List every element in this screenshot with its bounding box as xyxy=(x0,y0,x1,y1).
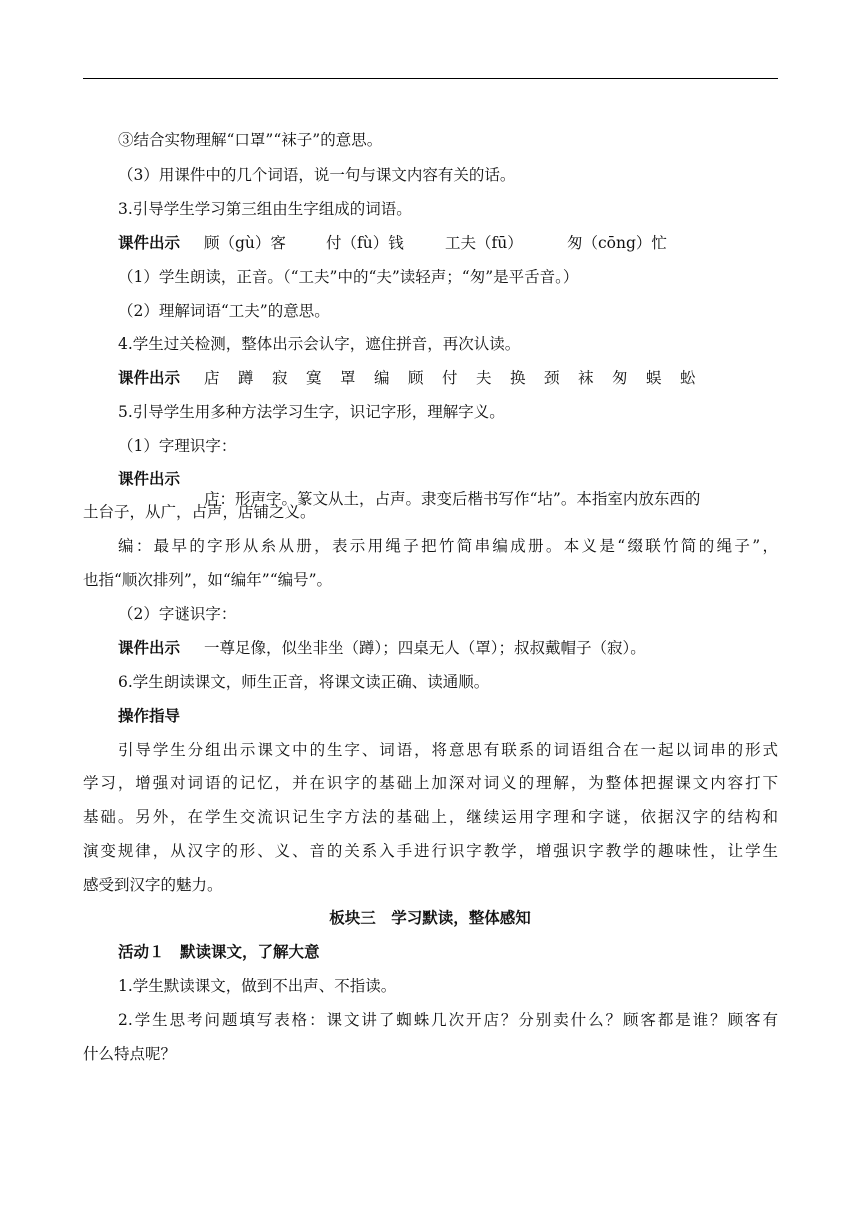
text-line: 什么特点呢？ xyxy=(83,1045,177,1063)
word-item: 顾（gù）客 xyxy=(204,234,286,252)
word-item: 匆（cōng）忙 xyxy=(567,234,667,252)
paragraph-line: 学习，增强对词语的记忆，并在识字的基础上加深对词义的理解，为整体把握课文内容打下 xyxy=(83,774,778,792)
char-item: 颈 xyxy=(544,369,560,387)
paragraph-line: 演变规律，从汉字的形、义、音的关系入手进行识字教学，增强识字教学的趣味性，让学生 xyxy=(83,842,778,860)
text-line: ③结合实物理解“口罩”“袜子”的意思。 xyxy=(118,131,383,149)
char-item: 店 xyxy=(204,369,220,387)
courseware-line xyxy=(118,368,696,388)
text-line: 1.学生默读课文，做到不出声、不指读。 xyxy=(118,977,397,995)
char-item: 蹲 xyxy=(238,369,254,387)
char-item: 寂 xyxy=(272,369,288,387)
section-heading: 操作指导 xyxy=(118,707,181,725)
text-line: 3.引导学生学习第三组由生字组成的词语。 xyxy=(118,200,412,218)
courseware-label: 课件出示 xyxy=(118,234,181,252)
courseware-line xyxy=(118,233,667,253)
char-item: 匆 xyxy=(612,369,628,387)
section-title: 板块三 学习默读，整体感知 xyxy=(329,909,531,927)
text-line: 编：最早的字形从糸从册，表示用绳子把竹简串编成册。本义是“缀联竹简的绳子”， xyxy=(118,537,778,555)
text-line: 土台子，从广，占声，店铺之义。 xyxy=(83,503,316,521)
courseware-label: 课件出示 xyxy=(118,639,181,657)
paragraph-line: 基础。另外，在学生交流识记生字方法的基础上，继续运用字理和字谜，依据汉字的结构和 xyxy=(83,808,778,826)
text-line: （1）字理识字： xyxy=(118,437,237,455)
paragraph-line: 感受到汉字的魅力。 xyxy=(83,876,223,894)
char-item: 夫 xyxy=(476,369,492,387)
char-item: 袜 xyxy=(578,369,594,387)
char-item: 顾 xyxy=(408,369,424,387)
char-item: 换 xyxy=(510,369,526,387)
word-item: 工夫（fū） xyxy=(445,234,523,252)
text-line: 6.学生朗读课文，师生正音，将课文读正确、读通顺。 xyxy=(118,673,490,691)
header-rule xyxy=(83,78,778,79)
courseware-label: 课件出示 xyxy=(118,470,181,488)
word-item: 付（fù）钱 xyxy=(326,234,404,252)
text-line: （1）学生朗读，正音。（“工夫”中的“夫”读轻声；“匆”是平舌音。） xyxy=(118,268,579,286)
text-line: 2.学生思考问题填写表格：课文讲了蜘蛛几次开店？分别卖什么？顾客都是谁？顾客有 xyxy=(118,1011,778,1029)
char-item: 寞 xyxy=(306,369,322,387)
text-line: 5.引导学生用多种方法学习生字，识记字形，理解字义。 xyxy=(118,403,505,421)
text-line: （2）理解词语“工夫”的意思。 xyxy=(118,302,330,320)
courseware-text: 店：形声字。篆文从土，占声。隶变后楷书写作“坫”。本指室内放东西的 xyxy=(204,490,701,508)
char-item: 罩 xyxy=(340,369,356,387)
activity-title: 活动１ 默读课文，了解大意 xyxy=(118,943,320,961)
char-item: 付 xyxy=(442,369,458,387)
text-line: 4.学生过关检测，整体出示会认字，遮住拼音，再次认读。 xyxy=(118,335,521,353)
paragraph-line: 引导学生分组出示课文中的生字、词语，将意思有联系的词语组合在一起以词串的形式 xyxy=(118,741,778,759)
courseware-label: 课件出示 xyxy=(118,369,181,387)
char-item: 编 xyxy=(374,369,390,387)
text-line: （3）用课件中的几个词语，说一句与课文内容有关的话。 xyxy=(118,166,516,184)
courseware-text: 一尊足像，似坐非坐（蹲）；四桌无人（罩）；叔叔戴帽子（寂）。 xyxy=(204,639,646,657)
text-line: （2）字谜识字： xyxy=(118,605,237,623)
courseware-line xyxy=(118,638,646,658)
char-item: 蜈 xyxy=(646,369,662,387)
text-line: 也指“顺次排列”，如“编年”“编号”。 xyxy=(83,571,333,589)
char-item: 蚣 xyxy=(680,369,696,387)
courseware-line xyxy=(118,469,778,508)
